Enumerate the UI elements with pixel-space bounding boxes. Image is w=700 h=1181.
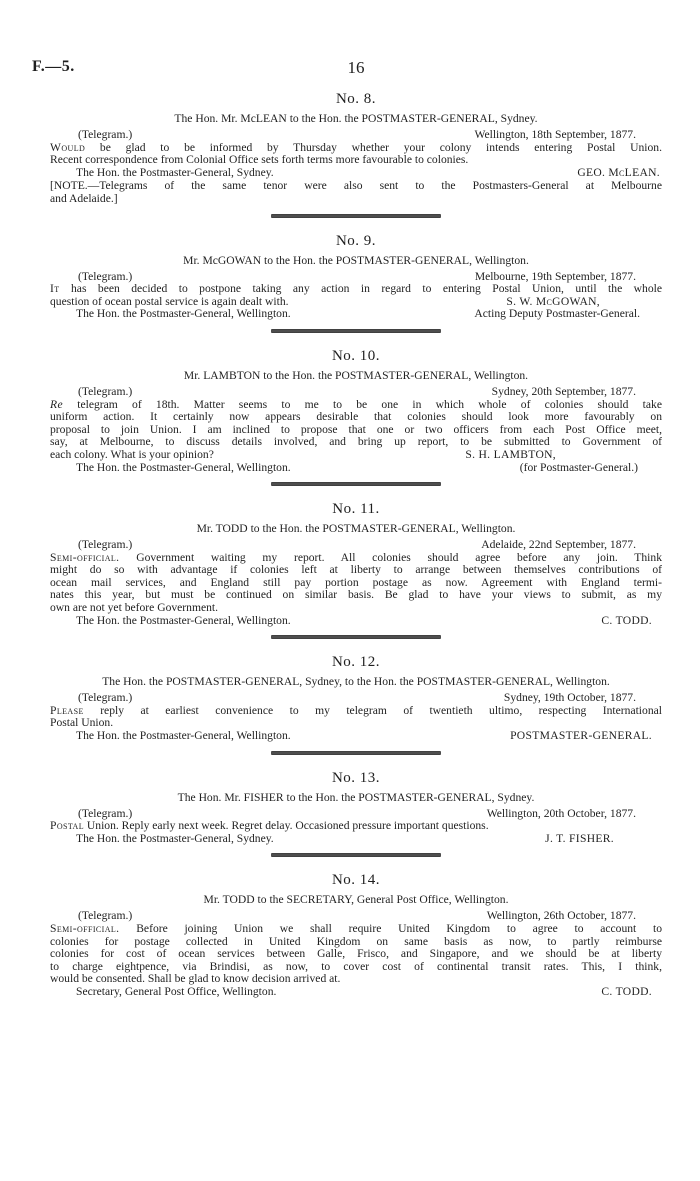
letter-no-13: [50, 769, 662, 846]
signature: GEO. McLEAN.: [577, 165, 660, 179]
telegram-label: (Telegram.): [78, 269, 133, 283]
signature: C. TODD.: [601, 613, 652, 627]
letter-body: [50, 399, 662, 462]
section-divider: [271, 853, 441, 857]
body-line: It has been decided to postpone taking any action in regard to entering Postal Union, until the whole: [50, 282, 662, 296]
letter-no-12: [50, 653, 662, 742]
body-line: uniform action. It certainly now appears desirable that colonies should look more favourably on: [50, 410, 662, 424]
body-line: proposal to join Union. I am inclined to propose that one or two officers from each Post Office meet,: [50, 422, 662, 436]
opening-word: Re: [50, 397, 64, 411]
telegram-label: (Telegram.): [78, 538, 133, 552]
section-divider: [271, 482, 441, 486]
opening-word: Would: [50, 140, 86, 154]
letter-number: No. 8.: [335, 91, 377, 107]
letter-heading: The Hon. the POSTMASTER-GENERAL, Sydney, to the Hon. the POSTMASTER-GENERAL, Wellington.: [102, 675, 610, 689]
signature: J. T. FISHER.: [545, 831, 614, 845]
addressee: The Hon. the Postmaster-General, Sydney.: [76, 831, 274, 845]
opening-word: Please: [50, 703, 84, 717]
signature: POSTMASTER-GENERAL.: [510, 729, 652, 743]
signature-line: [50, 167, 662, 180]
body-line: nates this year, but must be continued on similar basis. Be glad to have your views to submit, as my: [50, 588, 662, 602]
letter-body: [50, 283, 662, 308]
body-line: ocean mail services, and England still pay portion postage as now. Agreement with England termi-: [50, 575, 662, 589]
body-line: own are not yet before Government.: [50, 601, 219, 615]
signature-line: [50, 833, 662, 846]
body-line: Postal Union. Reply early next week. Regret delay. Occasioned pressure important questions.: [50, 819, 489, 833]
signature-line: [50, 730, 662, 743]
body-signature-line: [50, 449, 662, 462]
section-divider: [271, 329, 441, 333]
place-date: Wellington, 26th October, 1877.: [486, 909, 636, 923]
place-date: Sydney, 20th September, 1877.: [491, 384, 636, 398]
body-line: to charge eightpence, via Brindisi, as now, to cover cost of continental transit rates. This, I think,: [50, 959, 662, 973]
letter-heading: The Hon. Mr. FISHER to the Hon. the POSTMASTER-GENERAL, Sydney.: [177, 790, 535, 804]
signature-line: [50, 986, 662, 999]
letter-body: [50, 705, 662, 730]
letter-heading: Mr. TODD to the Hon. the POSTMASTER-GENERAL, Wellington.: [196, 522, 516, 536]
letter-heading: Mr. TODD to the SECRETARY, General Post Office, Wellington.: [203, 893, 509, 907]
addressee: The Hon. the Postmaster-General, Wellington.: [76, 729, 291, 743]
page-header: [32, 58, 662, 84]
signature-line: [50, 462, 662, 475]
page-number: 16: [347, 58, 365, 77]
letter-heading: Mr. LAMBTON to the Hon. the POSTMASTER-GENERAL, Wellington.: [183, 368, 529, 382]
signature-line: [50, 308, 662, 321]
telegram-label: (Telegram.): [78, 909, 133, 923]
body-line: say, at Melbourne, to discuss details involved, and bring up report, to be submitted to Government of: [50, 435, 662, 449]
body-line: each colony. What is your opinion?: [50, 447, 214, 461]
opening-word: Semi-official.: [50, 922, 120, 935]
letter-heading: Mr. McGOWAN to the Hon. the POSTMASTER-GENERAL, Wellington.: [183, 253, 529, 267]
section-divider: [271, 751, 441, 755]
letter-number: No. 14.: [331, 872, 381, 889]
document-reference: F.—5.: [32, 58, 75, 75]
signature-title: (for Postmaster-General.): [519, 460, 638, 474]
signature: S. H. LAMBTON,: [465, 447, 556, 461]
place-date: Melbourne, 19th September, 1877.: [474, 269, 636, 283]
note-line: [NOTE.—Telegrams of the same tenor were also sent to the Postmasters-General at Melbourne: [50, 179, 662, 193]
body-line: would be consented. Shall be glad to know decision arrived at.: [50, 972, 341, 986]
place-date: Sydney, 19th October, 1877.: [503, 691, 636, 705]
letter-note: [50, 180, 662, 205]
letter-body: [50, 923, 662, 986]
signature: S. W. McGOWAN,: [506, 294, 600, 308]
letter-body: [50, 142, 662, 167]
signature-title: Acting Deputy Postmaster-General.: [474, 307, 640, 321]
letter-no-11: [50, 500, 662, 627]
opening-word: Semi-official.: [50, 550, 120, 564]
telegram-label: (Telegram.): [78, 806, 133, 820]
telegram-label: (Telegram.): [78, 384, 133, 398]
letter-no-8: [50, 90, 662, 206]
letter-number: No. 12.: [331, 654, 381, 671]
addressee: The Hon. the Postmaster-General, Wellington.: [76, 460, 291, 474]
body-line: Would be glad to be informed by Thursday whether your colony intends entering Postal Union.: [50, 140, 662, 154]
signature-line: [50, 615, 662, 628]
document-page: [32, 58, 662, 999]
body-line: Please reply at earliest convenience to my telegram of twentieth ultimo, respecting International: [50, 703, 662, 717]
opening-word: It: [50, 282, 60, 296]
body-line: might do so with advantage if colonies left at liberty to arrange between themselves contributions of: [50, 563, 662, 577]
place-date: Adelaide, 22nd September, 1877.: [481, 538, 636, 552]
letter-body: [50, 820, 662, 833]
letter-body: [50, 552, 662, 615]
section-divider: [271, 214, 441, 218]
telegram-label: (Telegram.): [78, 128, 133, 141]
letter-number: No. 11.: [332, 501, 380, 518]
addressee: Secretary, General Post Office, Wellington.: [76, 984, 277, 998]
letter-no-10: [50, 347, 662, 474]
letter-number: No. 9.: [335, 232, 377, 249]
body-line: colonies for postage collected in United Kingdom on same basis as now, to partly reimburse: [50, 934, 662, 948]
letter-heading: The Hon. Mr. McLEAN to the Hon. the POSTMASTER-GENERAL, Sydney.: [174, 112, 538, 125]
letter-no-9: [50, 232, 662, 321]
place-date: Wellington, 20th October, 1877.: [486, 806, 636, 820]
body-line: Recent correspondence from Colonial Office sets forth terms more favourable to colonies.: [50, 153, 469, 167]
body-line: Semi-official. Government waiting my report. All colonies should agree before any join. Think: [50, 550, 662, 564]
telegram-label: (Telegram.): [78, 691, 133, 705]
addressee: The Hon. the Postmaster-General, Wellington.: [76, 613, 291, 627]
section-divider: [271, 635, 441, 639]
letter-no-14: [50, 871, 662, 998]
body-line: question of ocean postal service is again dealt with.: [50, 294, 289, 308]
addressee: The Hon. the Postmaster-General, Wellington.: [76, 307, 291, 321]
signature: C. TODD.: [601, 984, 652, 998]
body-line: Postal Union.: [50, 716, 114, 730]
note-line: and Adelaide.]: [50, 191, 118, 205]
body-line: Semi-official. Before joining Union we shall require United Kingdom to agree to account to: [50, 922, 662, 935]
letter-number: No. 10.: [331, 347, 381, 364]
letter-number: No. 13.: [331, 769, 381, 786]
body-line: colonies for cost of ocean services between Galle, Frisco, and Singapore, and we should be at liberty: [50, 947, 662, 961]
body-line: Re telegram of 18th. Matter seems to me to be one in which whole of colonies should take: [50, 397, 662, 411]
opening-word: Postal: [50, 819, 84, 833]
place-date: Wellington, 18th September, 1877.: [474, 128, 636, 141]
addressee: The Hon. the Postmaster-General, Sydney.: [76, 165, 274, 179]
